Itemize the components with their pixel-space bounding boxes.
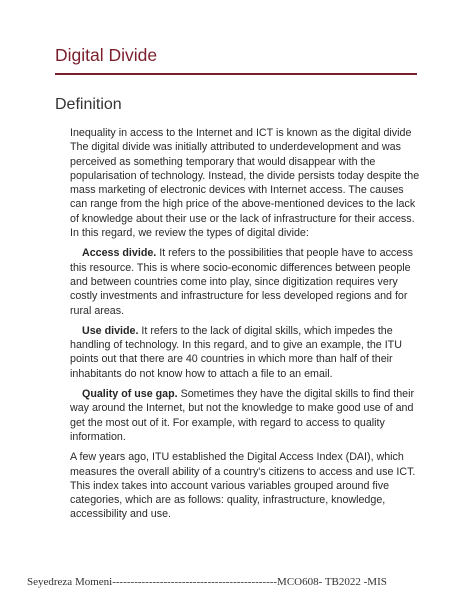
closing-paragraph: A few years ago, ITU established the Digital Access Index (DAI), which measures the overall ability of a country's citizens to access and use ICT. This index takes into account various variables grouped around five categories, which are as follows: quality, infrastructure, knowledge, accessibility and use. xyxy=(70,451,416,521)
use-divide-term: Use divide. xyxy=(82,324,139,337)
page-title: Digital Divide xyxy=(55,45,158,65)
page-footer: Seyedreza Momeni---------------------------------------------MCO608- TB2022 -MIS xyxy=(27,576,387,588)
quality-gap-text: Sometimes they have the digital skills to find their way around the Internet, but not the knowledge to make good use of and get the most out of it. For example, with regard to access to quality information. xyxy=(70,388,415,443)
use-divide-text: It refers to the lack of digital skills, which impedes the handling of technology. In this regard, and to give an example, the ITU points out that there are 40 countries in which more than half of their inhabitants do not know how to attach a file to an email. xyxy=(70,324,402,380)
intro-paragraph: Inequality in access to the Internet and ICT is known as the digital divide The digital divide was initially attributed to underdevelopment and was perceived as something temporary that would disappear with the popularisation of technology. Instead, the divide persists today despite the mass marketing of electronic devices with Internet access. The causes can range from the high price of the above-mentioned devices to the lack of knowledge about their use or the lack of infrastructure for their access. In this regard, we review the types of digital divide: xyxy=(70,127,420,240)
access-divide-term: Access divide. xyxy=(82,247,157,260)
body-text xyxy=(70,126,422,522)
quality-gap-paragraph xyxy=(70,387,422,444)
section-heading: Definition xyxy=(55,96,122,113)
access-divide-paragraph xyxy=(70,246,422,317)
access-divide-text: It refers to the possibilities that people have to access this resource. This is where socio-economic differences between people and between countries come into play, since digitization requires very costly investments and infrastructure for less developed regions and for rural areas. xyxy=(70,247,413,317)
quality-gap-term: Quality of use gap. xyxy=(82,388,178,401)
use-divide-paragraph xyxy=(70,324,422,381)
title-divider xyxy=(55,73,417,75)
